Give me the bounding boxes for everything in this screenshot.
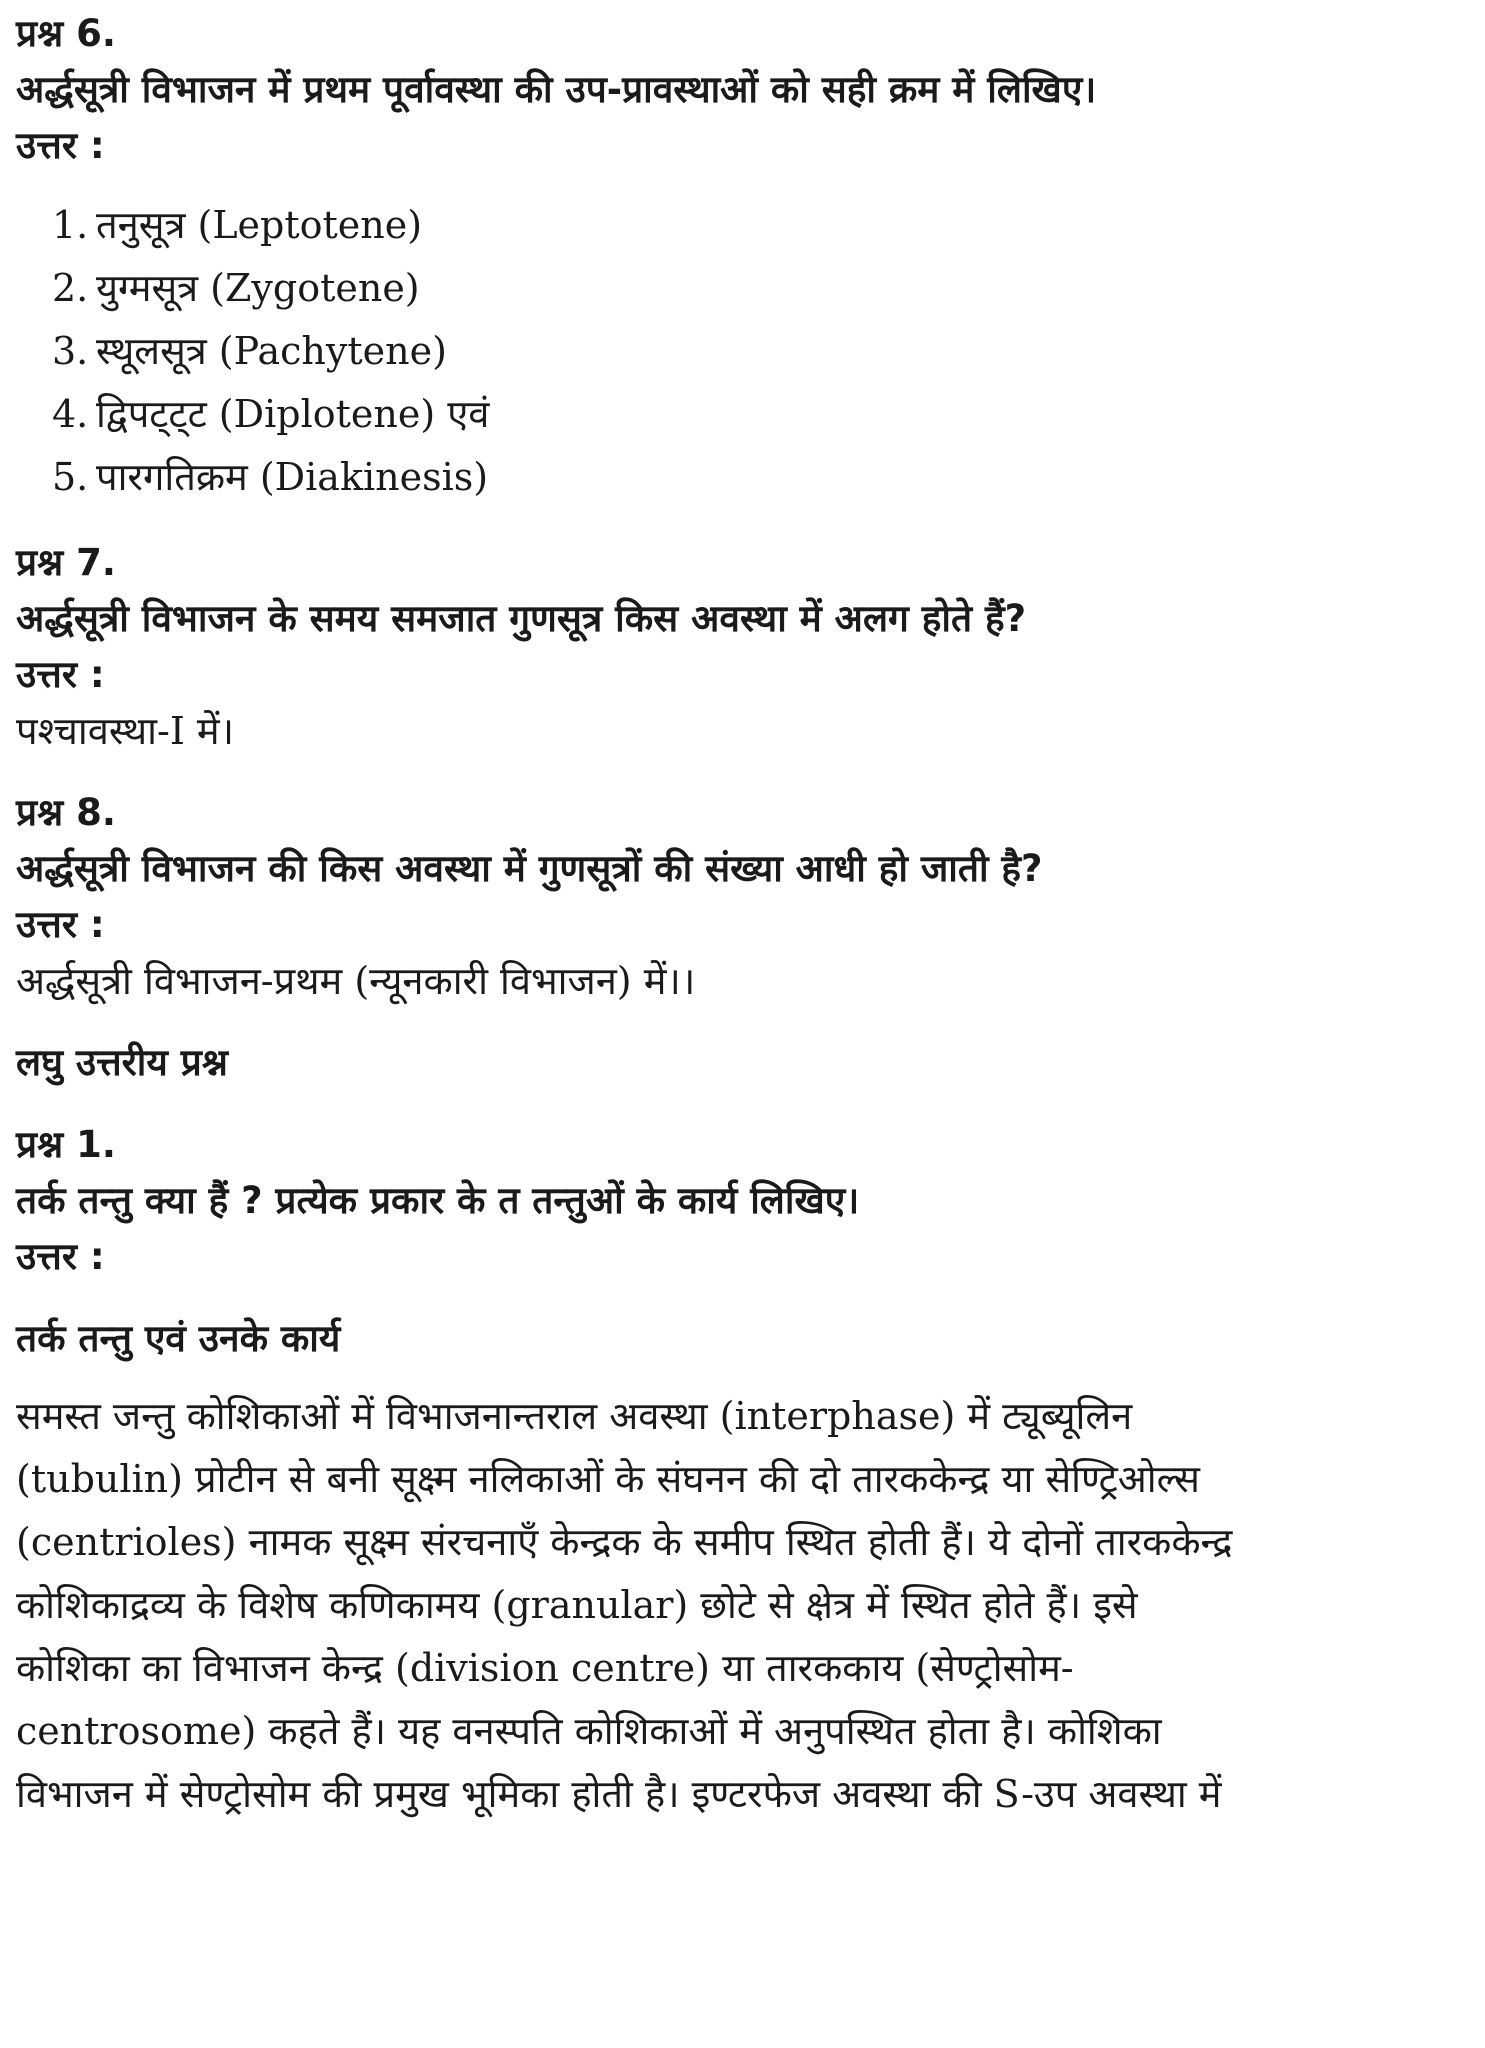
paragraph-line: (centrioles) नामक सूक्ष्म संरचनाएँ केन्द्रक के समीप स्थित होती हैं। ये दोनों तारककेन्द्र xyxy=(16,1520,1233,1564)
list-item xyxy=(52,194,1469,257)
paragraph-line: (tubulin) प्रोटीन से बनी सूक्ष्म नलिकाओं के संघनन की दो तारककेन्द्र या सेण्ट्रिओल्स xyxy=(16,1457,1200,1501)
list-number: 4. xyxy=(52,392,89,436)
answer-paragraph xyxy=(16,1385,1469,1826)
list-item xyxy=(52,383,1469,446)
question-label: प्रश्न 1. xyxy=(16,1123,116,1166)
sub-heading: तर्क तन्तु एवं उनके कार्य xyxy=(16,1317,341,1360)
list-item-text: तनुसूत्र (Leptotene) xyxy=(96,203,423,247)
question-label: प्रश्न 8. xyxy=(16,791,116,834)
paragraph-line: centrosome) कहते हैं। यह वनस्पति कोशिकाओं में अनुपस्थित होता है। कोशिका xyxy=(16,1709,1162,1753)
list-number: 3. xyxy=(52,329,89,373)
paragraph-line: समस्त जन्तु कोशिकाओं में विभाजनान्तराल अवस्था (interphase) में ट्यूब्यूलिन xyxy=(16,1394,1133,1438)
list-number: 2. xyxy=(52,266,89,310)
paragraph-line: विभाजन में सेण्ट्रोसोम की प्रमुख भूमिका होती है। इण्टरफेज अवस्था की S-उप अवस्था में xyxy=(16,1772,1222,1816)
list-item xyxy=(52,446,1469,509)
question-label: प्रश्न 6. xyxy=(16,12,116,55)
answer-label: उत्तर : xyxy=(16,653,105,696)
answer-text: अर्द्धसूत्री विभाजन-प्रथम (न्यूनकारी विभाजन) में।। xyxy=(16,959,696,1003)
document-page xyxy=(16,6,1469,2048)
question-text: अर्द्धसूत्री विभाजन में प्रथम पूर्वावस्था की उप-प्रावस्थाओं को सही क्रम में लिखिए। xyxy=(16,68,1097,111)
list-item-text: युग्मसूत्र (Zygotene) xyxy=(96,266,420,310)
list-item xyxy=(52,257,1469,320)
paragraph-line: कोशिका का विभाजन केन्द्र (division centre) या तारककाय (सेण्ट्रोसोम- xyxy=(16,1646,1074,1690)
paragraph-line: कोशिकाद्रव्य के विशेष कणिकामय (granular) छोटे से क्षेत्र में स्थित होते हैं। इसे xyxy=(16,1583,1138,1627)
phase-list xyxy=(16,194,1469,509)
answer-label: उत्तर : xyxy=(16,124,105,167)
answer-label: उत्तर : xyxy=(16,903,105,946)
question-text: अर्द्धसूत्री विभाजन के समय समजात गुणसूत्र किस अवस्था में अलग होते हैं? xyxy=(16,597,1027,640)
answer-label: उत्तर : xyxy=(16,1235,105,1278)
list-item xyxy=(52,320,1469,383)
question-label: प्रश्न 7. xyxy=(16,541,116,584)
list-item-text: द्विपट्ट्ट (Diplotene) एवं xyxy=(96,392,490,436)
list-item-text: पारगतिक्रम (Diakinesis) xyxy=(96,455,489,499)
question-text: अर्द्धसूत्री विभाजन की किस अवस्था में गुणसूत्रों की संख्या आधी हो जाती है? xyxy=(16,847,1043,890)
answer-text: पश्चावस्था-I में। xyxy=(16,709,235,753)
list-number: 1. xyxy=(52,203,89,247)
section-heading: लघु उत्तरीय प्रश्न xyxy=(16,1041,228,1084)
list-number: 5. xyxy=(52,455,89,499)
list-item-text: स्थूलसूत्र (Pachytene) xyxy=(96,329,447,373)
question-text: तर्क तन्तु क्या हैं ? प्रत्येक प्रकार के त तन्तुओं के कार्य लिखिए। xyxy=(16,1179,860,1222)
